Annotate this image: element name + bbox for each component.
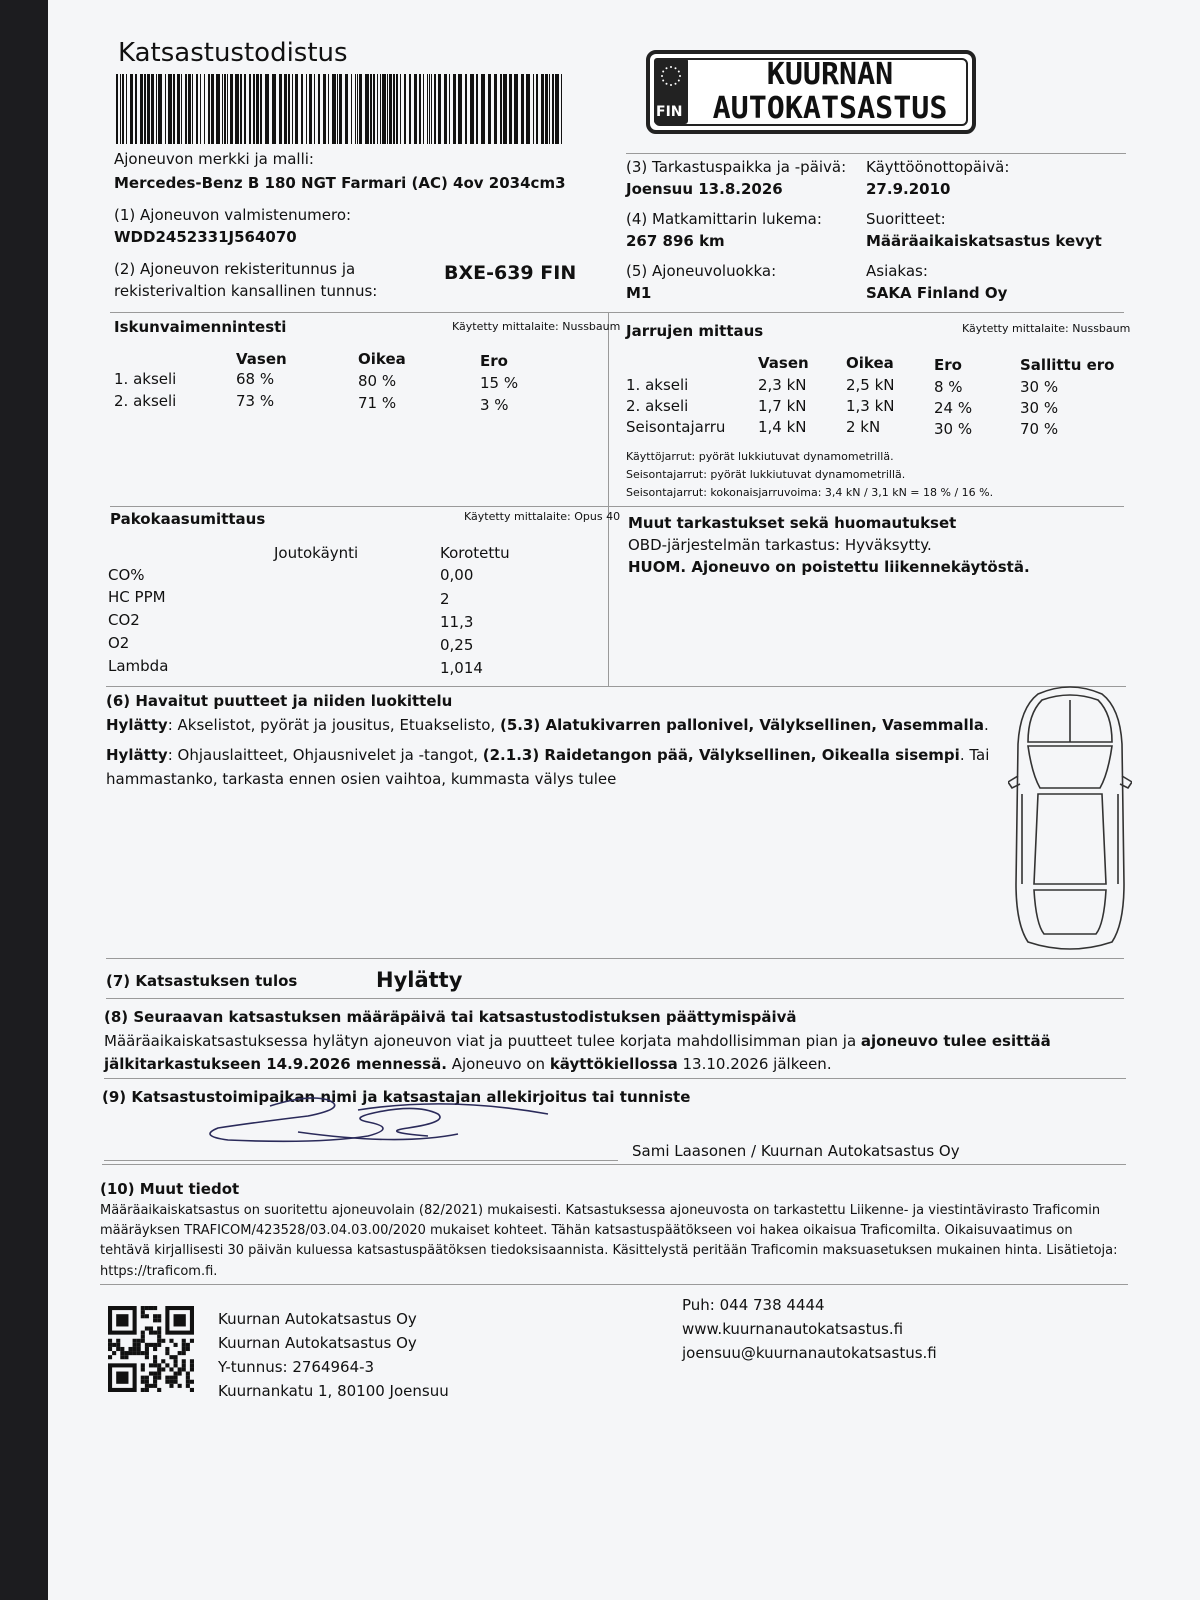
company-logo bbox=[646, 50, 976, 134]
class-value: M1 bbox=[626, 284, 652, 302]
reg-value: BXE-639 FIN bbox=[444, 262, 577, 284]
signature-icon bbox=[198, 1092, 558, 1152]
footer-company-line: Y-tunnus: 2764964-3 bbox=[218, 1358, 375, 1376]
shock-cell: 15 % bbox=[480, 374, 519, 392]
vin-label: (1) Ajoneuvon valmistenumero: bbox=[114, 206, 352, 224]
exhaust-title: Pakokaasumittaus bbox=[110, 510, 266, 528]
footer-company-line: Kuurnankatu 1, 80100 Joensuu bbox=[218, 1382, 449, 1400]
reg-label-2: rekisterivaltion kansallinen tunnus: bbox=[114, 282, 378, 300]
shock-cell: 71 % bbox=[358, 394, 397, 412]
make-label: Ajoneuvon merkki ja malli: bbox=[114, 150, 314, 168]
shock-cell: 68 % bbox=[236, 370, 275, 388]
logo-line2: AUTOKATSASTUS bbox=[712, 91, 948, 126]
other-line2: HUOM. Ajoneuvo on poistettu liikennekäytöstä. bbox=[628, 558, 1030, 576]
brakes-note: Seisontajarrut: kokonaisjarruvoima: 3,4 kN / 3,1 kN = 18 % / 16 %. bbox=[626, 486, 994, 499]
brakes-cell: 1,3 kN bbox=[846, 397, 895, 415]
exhaust-cell: 11,3 bbox=[440, 613, 474, 631]
defect-2-line2: hammastanko, tarkasta ennen osien vaihtoa, kummasta välys tulee bbox=[106, 770, 617, 788]
brakes-cell: 2,3 kN bbox=[758, 376, 807, 394]
reg-label-1: (2) Ajoneuvon rekisteritunnus ja bbox=[114, 260, 356, 278]
footer-email: joensuu@kuurnanautokatsastus.fi bbox=[682, 1344, 937, 1362]
next-line2: jälkitarkastukseen 14.9.2026 mennessä. Ajoneuvo on käyttökiellossa 13.10.2026 jälkeen. bbox=[104, 1055, 832, 1073]
brakes-note: Seisontajarrut: pyörät lukkiutuvat dynamometrillä. bbox=[626, 468, 906, 481]
brakes-header: Ero bbox=[934, 356, 962, 374]
shock-cell: 80 % bbox=[358, 372, 397, 390]
footer-company-line: Kuurnan Autokatsastus Oy bbox=[218, 1334, 417, 1352]
logo-country: FIN bbox=[656, 104, 683, 120]
place-value: Joensuu 13.8.2026 bbox=[626, 180, 783, 198]
exhaust-row-label: Lambda bbox=[108, 657, 169, 675]
customer-value: SAKA Finland Oy bbox=[866, 284, 1008, 302]
brakes-cell: 30 % bbox=[1020, 378, 1059, 396]
brakes-header: Sallittu ero bbox=[1020, 356, 1115, 374]
footer-phone: Puh: 044 738 4444 bbox=[682, 1296, 825, 1314]
other-line1: OBD-järjestelmän tarkastus: Hyväksytty. bbox=[628, 536, 932, 554]
brakes-cell: 30 % bbox=[934, 420, 973, 438]
qr-code-icon bbox=[108, 1306, 194, 1392]
odo-label: (4) Matkamittarin lukema: bbox=[626, 210, 822, 228]
shock-title: Iskunvaimennintesti bbox=[114, 318, 287, 336]
exhaust-row-label: CO% bbox=[108, 566, 145, 584]
class-label: (5) Ajoneuvoluokka: bbox=[626, 262, 777, 280]
other-title: Muut tarkastukset sekä huomautukset bbox=[628, 514, 957, 532]
defects-title: (6) Havaitut puutteet ja niiden luokittelu bbox=[106, 692, 453, 710]
brakes-cell: 2,5 kN bbox=[846, 376, 895, 394]
brakes-cell: 1,4 kN bbox=[758, 418, 807, 436]
exhaust-row-label: CO2 bbox=[108, 611, 140, 629]
exhaust-header: Joutokäynti bbox=[274, 544, 359, 562]
shock-header: Vasen bbox=[236, 350, 287, 368]
shock-row-label: 2. akseli bbox=[114, 392, 177, 410]
misc-line: määräyksen TRAFICOM/423528/03.04.03.00/2020 mukaiset kohteet. Tähän katsastuspäätökseen voi hakea oikaisua Traficomilta. Oikaisuvaatimus on bbox=[100, 1223, 1073, 1238]
exhaust-cell: 1,014 bbox=[440, 659, 483, 677]
brakes-row-label: Seisontajarru bbox=[626, 418, 726, 436]
odo-value: 267 896 km bbox=[626, 232, 725, 250]
barcode bbox=[116, 74, 566, 144]
exhaust-device: Käytetty mittalaite: Opus 40 bbox=[464, 510, 621, 523]
next-title: (8) Seuraavan katsastuksen määräpäivä tai katsastustodistuksen päättymispäivä bbox=[104, 1008, 797, 1026]
exhaust-cell: 2 bbox=[440, 590, 450, 608]
logo-line1: KUURNAN bbox=[766, 57, 894, 92]
shock-header: Ero bbox=[480, 352, 508, 370]
performed-label: Suoritteet: bbox=[866, 210, 946, 228]
shock-cell: 73 % bbox=[236, 392, 275, 410]
inspector-name: Sami Laasonen / Kuurnan Autokatsastus Oy bbox=[632, 1142, 960, 1160]
shock-device: Käytetty mittalaite: Nussbaum bbox=[452, 320, 621, 333]
result-value: Hylätty bbox=[376, 968, 463, 992]
exhaust-row-label: O2 bbox=[108, 634, 130, 652]
brakes-cell: 30 % bbox=[1020, 399, 1059, 417]
misc-line: Määräaikaiskatsastus on suoritettu ajoneuvolain (82/2021) mukaisesti. Katsastuksessa ajoneuvosta on tarkastettu Liikenne- ja viestintävirasto Traficomin bbox=[100, 1203, 1101, 1218]
exhaust-cell: 0,25 bbox=[440, 636, 474, 654]
vin-value: WDD2452331J564070 bbox=[114, 228, 297, 246]
performed-value: Määräaikaiskatsastus kevyt bbox=[866, 232, 1102, 250]
footer-website: www.kuurnanautokatsastus.fi bbox=[682, 1320, 904, 1338]
brakes-cell: 2 kN bbox=[846, 418, 881, 436]
exhaust-row-label: HC PPM bbox=[108, 588, 166, 606]
exhaust-header: Korotettu bbox=[440, 544, 510, 562]
brakes-cell: 8 % bbox=[934, 378, 963, 396]
shock-header: Oikea bbox=[358, 350, 406, 368]
defect-2: Hylätty: Ohjauslaitteet, Ohjausnivelet ja -tangot, (2.1.3) Raidetangon pää, Välyksellinen, Oikealla sisempi. Tai bbox=[106, 746, 990, 764]
shock-cell: 3 % bbox=[480, 396, 509, 414]
brakes-header: Vasen bbox=[758, 354, 809, 372]
eu-flag-icon bbox=[654, 58, 688, 124]
brakes-cell: 24 % bbox=[934, 399, 973, 417]
misc-line: tehtävä kirjallisesti 30 päivän kuluessa katsastuspäätöksen tiedoksisaannista. Käsittelystä peritään Traficomin maksuasetuksen mukainen hinta. Lisätietoja: bbox=[100, 1243, 1118, 1258]
brakes-cell: 70 % bbox=[1020, 420, 1059, 438]
next-line1: Määräaikaiskatsastuksessa hylätyn ajoneuvon viat ja puutteet tulee korjata mahdollisimman pian ja ajoneuvo tulee esittää bbox=[104, 1032, 1051, 1050]
car-diagram-icon bbox=[1008, 684, 1132, 954]
place-label: (3) Tarkastuspaikka ja -päivä: bbox=[626, 158, 847, 176]
brakes-row-label: 2. akseli bbox=[626, 397, 689, 415]
brakes-device: Käytetty mittalaite: Nussbaum bbox=[962, 322, 1131, 335]
result-label: (7) Katsastuksen tulos bbox=[106, 972, 298, 990]
shock-row-label: 1. akseli bbox=[114, 370, 177, 388]
exhaust-cell: 0,00 bbox=[440, 566, 474, 584]
first-use-value: 27.9.2010 bbox=[866, 180, 951, 198]
traficom-link: https://traficom.fi. bbox=[100, 1264, 218, 1279]
footer-company-line: Kuurnan Autokatsastus Oy bbox=[218, 1310, 417, 1328]
make-value: Mercedes-Benz B 180 NGT Farmari (AC) 4ov 2034cm3 bbox=[114, 174, 566, 192]
first-use-label: Käyttöönottopäivä: bbox=[866, 158, 1010, 176]
brakes-cell: 1,7 kN bbox=[758, 397, 807, 415]
defect-1: Hylätty: Akselistot, pyörät ja jousitus, Etuakselisto, (5.3) Alatukivarren pallonivel, Välyksellinen, Vasemmalla. bbox=[106, 716, 989, 734]
customer-label: Asiakas: bbox=[866, 262, 928, 280]
inspection-certificate bbox=[48, 0, 1200, 1600]
signature-title: (9) Katsastustoimipaikan nimi ja katsastajan allekirjoitus tai tunniste bbox=[102, 1088, 691, 1106]
brakes-header: Oikea bbox=[846, 354, 894, 372]
document-title: Katsastustodistus bbox=[118, 38, 348, 68]
misc-title: (10) Muut tiedot bbox=[100, 1180, 240, 1198]
brakes-row-label: 1. akseli bbox=[626, 376, 689, 394]
brakes-note: Käyttöjarrut: pyörät lukkiutuvat dynamometrillä. bbox=[626, 450, 894, 463]
brakes-title: Jarrujen mittaus bbox=[626, 322, 764, 340]
